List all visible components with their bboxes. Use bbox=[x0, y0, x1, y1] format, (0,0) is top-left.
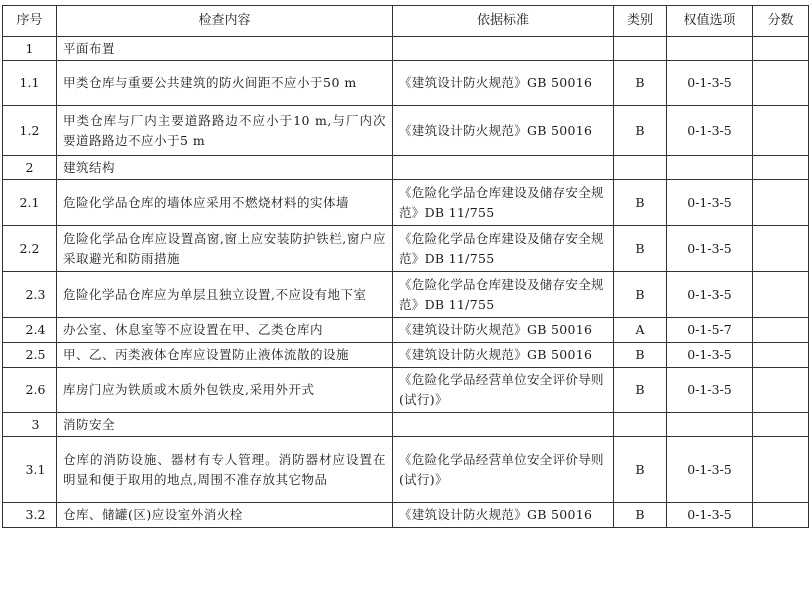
check-content: 甲类仓库与重要公共建筑的防火间距不应小于50 m bbox=[57, 61, 393, 106]
category: B bbox=[614, 226, 667, 272]
score-cell bbox=[753, 156, 809, 180]
check-content: 危险化学品仓库应设置高窗,窗上应安装防护铁栏,窗户应采取避光和防雨措施 bbox=[57, 226, 393, 272]
category: B bbox=[614, 343, 667, 368]
score-cell bbox=[753, 272, 809, 318]
score-cell bbox=[753, 503, 809, 528]
score-cell bbox=[753, 61, 809, 106]
category: B bbox=[614, 180, 667, 226]
row-number: 2.2 bbox=[3, 226, 57, 272]
score-cell bbox=[753, 180, 809, 226]
row-number: 2.6 bbox=[3, 368, 57, 413]
score-cell bbox=[753, 106, 809, 156]
basis-standard: 《危险化学品仓库建设及储存安全规范》DB 11/755 bbox=[393, 226, 614, 272]
weight-options: 0-1-3-5 bbox=[667, 503, 753, 528]
check-content: 库房门应为铁质或木质外包铁皮,采用外开式 bbox=[57, 368, 393, 413]
basis-standard: 《建筑设计防火规范》GB 50016 bbox=[393, 343, 614, 368]
weight-options bbox=[667, 413, 753, 437]
row-number: 3.1 bbox=[3, 437, 57, 503]
basis-standard: 《危险化学品经营单位安全评价导则(试行)》 bbox=[393, 437, 614, 503]
category bbox=[614, 156, 667, 180]
weight-options: 0-1-3-5 bbox=[667, 437, 753, 503]
check-content: 办公室、休息室等不应设置在甲、乙类仓库内 bbox=[57, 318, 393, 343]
table-row bbox=[3, 180, 809, 226]
row-number: 2.4 bbox=[3, 318, 57, 343]
category: A bbox=[614, 318, 667, 343]
category: B bbox=[614, 272, 667, 318]
category: B bbox=[614, 437, 667, 503]
score-cell bbox=[753, 437, 809, 503]
section-row bbox=[3, 37, 809, 61]
check-content: 仓库、储罐(区)应设室外消火栓 bbox=[57, 503, 393, 528]
category: B bbox=[614, 368, 667, 413]
table-header-row bbox=[3, 6, 809, 37]
row-number: 3.2 bbox=[3, 503, 57, 528]
check-content: 危险化学品仓库的墙体应采用不燃烧材料的实体墙 bbox=[57, 180, 393, 226]
category: B bbox=[614, 106, 667, 156]
weight-options bbox=[667, 156, 753, 180]
row-number: 1 bbox=[3, 37, 57, 61]
header-content: 检查内容 bbox=[57, 6, 393, 37]
header-standard: 依据标准 bbox=[393, 6, 614, 37]
score-cell bbox=[753, 368, 809, 413]
basis-standard bbox=[393, 413, 614, 437]
inspection-table bbox=[2, 5, 809, 528]
weight-options: 0-1-3-5 bbox=[667, 106, 753, 156]
table-row bbox=[3, 61, 809, 106]
row-number: 3 bbox=[3, 413, 57, 437]
header-no: 序号 bbox=[3, 6, 57, 37]
check-content: 危险化学品仓库应为单层且独立设置,不应设有地下室 bbox=[57, 272, 393, 318]
table-row bbox=[3, 106, 809, 156]
row-number: 2.5 bbox=[3, 343, 57, 368]
row-number: 2.3 bbox=[3, 272, 57, 318]
category bbox=[614, 37, 667, 61]
weight-options: 0-1-3-5 bbox=[667, 343, 753, 368]
table-row bbox=[3, 318, 809, 343]
weight-options: 0-1-3-5 bbox=[667, 61, 753, 106]
basis-standard: 《建筑设计防火规范》GB 50016 bbox=[393, 318, 614, 343]
table-row bbox=[3, 503, 809, 528]
basis-standard: 《危险化学品经营单位安全评价导则(试行)》 bbox=[393, 368, 614, 413]
row-number: 1.1 bbox=[3, 61, 57, 106]
table-row bbox=[3, 226, 809, 272]
weight-options: 0-1-3-5 bbox=[667, 272, 753, 318]
weight-options bbox=[667, 37, 753, 61]
category bbox=[614, 413, 667, 437]
score-cell bbox=[753, 318, 809, 343]
weight-options: 0-1-3-5 bbox=[667, 368, 753, 413]
check-content: 建筑结构 bbox=[57, 156, 393, 180]
check-content: 甲类仓库与厂内主要道路路边不应小于10 m,与厂内次要道路路边不应小于5 m bbox=[57, 106, 393, 156]
table-row bbox=[3, 368, 809, 413]
header-category: 类别 bbox=[614, 6, 667, 37]
row-number: 2 bbox=[3, 156, 57, 180]
basis-standard bbox=[393, 156, 614, 180]
check-content: 甲、乙、丙类液体仓库应设置防止液体流散的设施 bbox=[57, 343, 393, 368]
section-row bbox=[3, 156, 809, 180]
table-row bbox=[3, 272, 809, 318]
score-cell bbox=[753, 226, 809, 272]
basis-standard: 《危险化学品仓库建设及储存安全规范》DB 11/755 bbox=[393, 180, 614, 226]
category: B bbox=[614, 503, 667, 528]
row-number: 1.2 bbox=[3, 106, 57, 156]
section-row bbox=[3, 413, 809, 437]
check-content: 消防安全 bbox=[57, 413, 393, 437]
score-cell bbox=[753, 343, 809, 368]
weight-options: 0-1-3-5 bbox=[667, 226, 753, 272]
header-weight: 权值选项 bbox=[667, 6, 753, 37]
score-cell bbox=[753, 413, 809, 437]
basis-standard: 《危险化学品仓库建设及储存安全规范》DB 11/755 bbox=[393, 272, 614, 318]
row-number: 2.1 bbox=[3, 180, 57, 226]
table-row bbox=[3, 437, 809, 503]
table-row bbox=[3, 343, 809, 368]
basis-standard: 《建筑设计防火规范》GB 50016 bbox=[393, 503, 614, 528]
basis-standard: 《建筑设计防火规范》GB 50016 bbox=[393, 61, 614, 106]
check-content: 平面布置 bbox=[57, 37, 393, 61]
header-score: 分数 bbox=[753, 6, 809, 37]
basis-standard bbox=[393, 37, 614, 61]
score-cell bbox=[753, 37, 809, 61]
weight-options: 0-1-5-7 bbox=[667, 318, 753, 343]
check-content: 仓库的消防设施、器材有专人管理。消防器材应设置在明显和便于取用的地点,周围不准存放其它物品 bbox=[57, 437, 393, 503]
weight-options: 0-1-3-5 bbox=[667, 180, 753, 226]
basis-standard: 《建筑设计防火规范》GB 50016 bbox=[393, 106, 614, 156]
category: B bbox=[614, 61, 667, 106]
